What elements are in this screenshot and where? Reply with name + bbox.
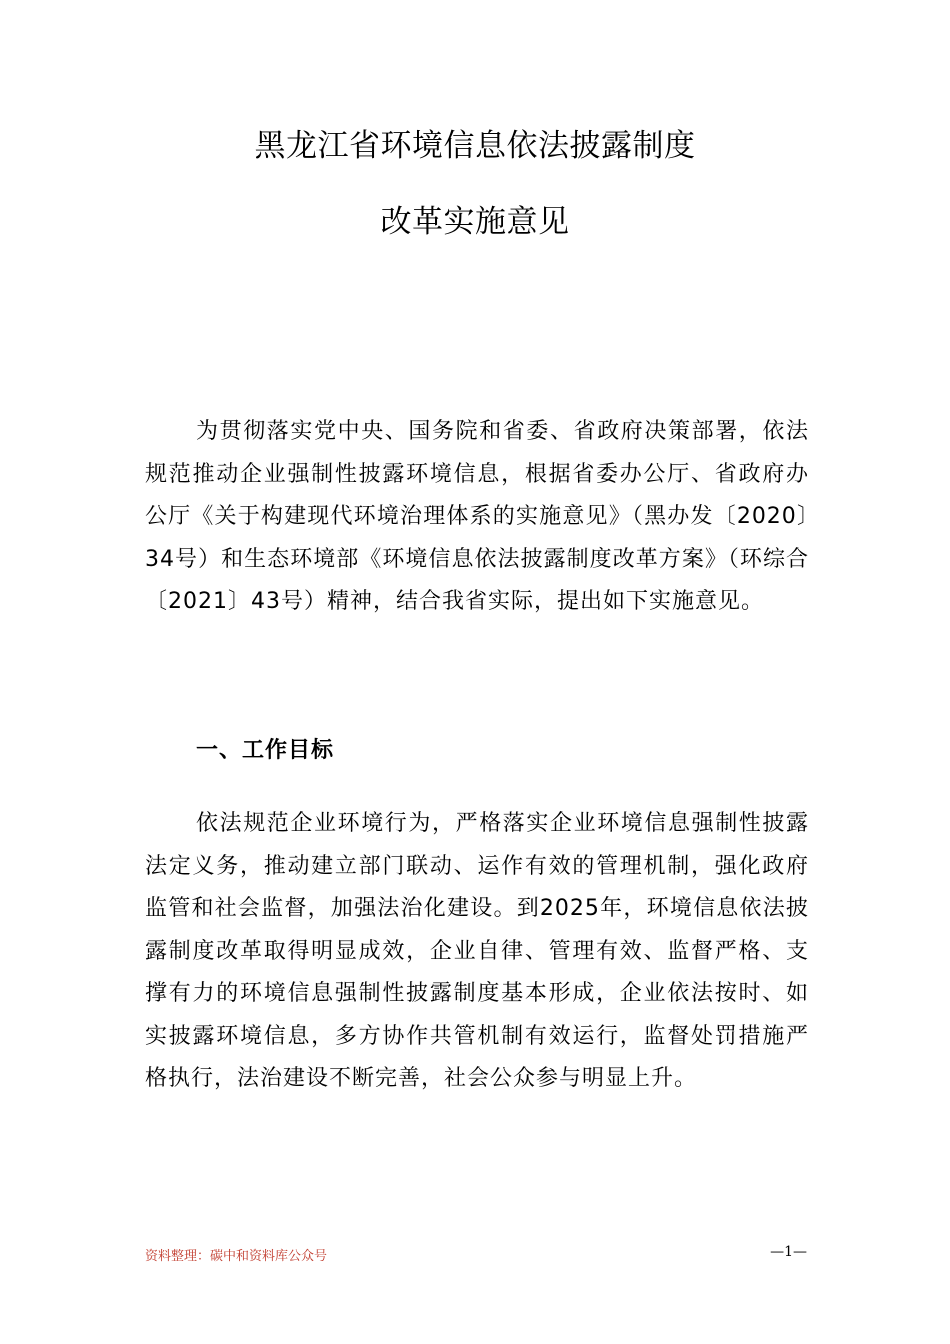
- work-goals-paragraph: 依法规范企业环境行为，严格落实企业环境信息强制性披露法定义务，推动建立部门联动、运作有效的管理机制，强化政府监管和社会监督，加强法治化建设。到2025年，环境信息依法披露制度改革取得明显成效，企业自律、管理有效、监督严格、支撑有力的环境信息强制性披露制度基本形成，企业依法按时、如实披露环境信息，多方协作共管机制有效运行，监督处罚措施严格执行，法治建设不断完善，社会公众参与明显上升。: [145, 811, 809, 1091]
- section-heading-work-goals: 一、工作目标: [196, 738, 335, 763]
- document-title-line-1: 黑龙江省环境信息依法披露制度: [254, 128, 696, 164]
- intro-paragraph: 为贯彻落实党中央、国务院和省委、省政府决策部署，依法规范推动企业强制性披露环境信息，根据省委办公厅、省政府办公厅《关于构建现代环境治理体系的实施意见》（黑办发〔2020〕34号）和生态环境部《环境信息依法披露制度改革方案》（环综合〔2021〕43号）精神，结合我省实际，提出如下实施意见。: [145, 419, 809, 614]
- document-title-line-2: 改革实施意见: [380, 204, 570, 240]
- footer-page-number: —1—: [770, 1244, 807, 1260]
- footer-source-note: 资料整理：碳中和资料库公众号: [145, 1249, 328, 1264]
